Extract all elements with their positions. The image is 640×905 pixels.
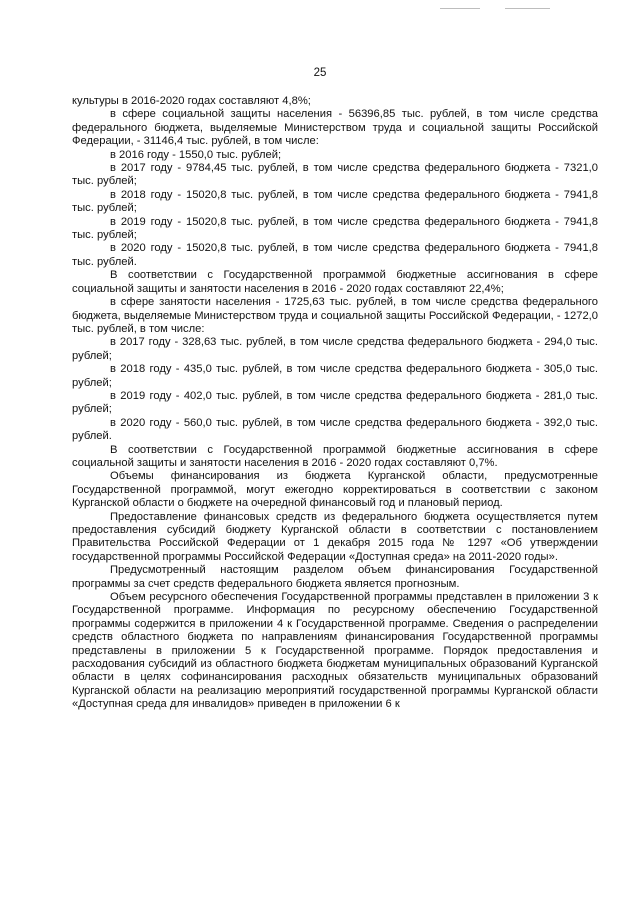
paragraph: В соответствии с Государственной программой бюджетные ассигнования в сфере социальной защиты и занятости населения в 2016 - 2020 годах составляют 0,7%. <box>72 443 598 469</box>
paragraph: в сфере занятости населения - 1725,63 тыс. рублей, в том числе средства федерального бюджета, выделяемые Министерством труда и социальной защиты Российской Федерации, - 1272,0 тыс. рублей, в том числе: <box>72 296 598 335</box>
scan-artifact <box>505 8 550 9</box>
page-number: 25 <box>313 67 327 79</box>
paragraph: В соответствии с Государственной программой бюджетные ассигнования в сфере социальной защиты и занятости населения в 2016 - 2020 годах составляют 22,4%; <box>72 269 598 295</box>
paragraph: Предоставление финансовых средств из федерального бюджета осуществляется путем предоставления субсидий бюджету Курганской области в соответствии с постановлением Правительства Российской Федерации от 1 декабря 2015 года № 1297 «Об утверждении государственной программы Российской Федерации «Доступная среда» на 2011-2020 годы». <box>72 510 598 563</box>
paragraph: в 2018 году - 15020,8 тыс. рублей, в том числе средства федерального бюджета - 7941,8 тыс. рублей; <box>72 188 598 215</box>
paragraph: культуры в 2016-2020 годах составляют 4,8%; <box>72 95 311 107</box>
paragraph: в 2020 году - 15020,8 тыс. рублей, в том числе средства федерального бюджета - 7941,8 тыс. рублей. <box>72 242 598 268</box>
paragraph: в 2017 году - 328,63 тыс. рублей, в том числе средства федерального бюджета - 294,0 тыс. рублей; <box>72 336 598 362</box>
paragraph: в 2019 году - 15020,8 тыс. рублей, в том числе средства федерального бюджета - 7941,8 тыс. рублей; <box>72 215 598 242</box>
paragraph: в 2019 году - 402,0 тыс. рублей, в том числе средства федерального бюджета - 281,0 тыс. рублей; <box>72 389 598 416</box>
paragraph: в 2017 году - 9784,45 тыс. рублей, в том числе средства федерального бюджета - 7321,0 тыс. рублей; <box>72 162 598 188</box>
document-body <box>72 95 598 712</box>
paragraph: в 2020 году - 560,0 тыс. рублей, в том числе средства федерального бюджета - 392,0 тыс. рублей. <box>72 416 598 443</box>
scan-artifact <box>440 8 480 9</box>
paragraph: Объемы финансирования из бюджета Курганской области, предусмотренные Государственной программой, могут ежегодно корректироваться в соответствии с законом Курганской области о бюджете на очередной финансовый год и плановый период. <box>72 470 598 510</box>
paragraph: в 2018 году - 435,0 тыс. рублей, в том числе средства федерального бюджета - 305,0 тыс. рублей; <box>72 363 598 389</box>
paragraph: Объем ресурсного обеспечения Государственной программы представлен в приложении 3 к Государственной программе. Информация по ресурсному обеспечению Государственной программы содержится в приложении 4 к Государственной программе. Сведения о распределении средств областного бюджета по направлениям финансирования Государственной программы представлены в приложении 5 к Государственной программе. Порядок предоставления и расходования субсидий из областного бюджета бюджетам муниципальных образований Курганской области в целях софинансирования расходных обязательств муниципальных образований Курганской области на реализацию мероприятий государственной программы Курганской области «Доступная среда для инвалидов» приведен в приложении 6 к <box>72 591 598 711</box>
paragraph: Предусмотренный настоящим разделом объем финансирования Государственной программы за счет средств федерального бюджета является прогнозным. <box>72 564 598 590</box>
paragraph: в 2016 году - 1550,0 тыс. рублей; <box>110 148 282 161</box>
paragraph: в сфере социальной защиты населения - 56396,85 тыс. рублей, в том числе средства федерального бюджета, выделяемые Министерством труда и социальной защиты Российской Федерации, - 31146,4 тыс. рублей, в том числе: <box>72 108 598 148</box>
